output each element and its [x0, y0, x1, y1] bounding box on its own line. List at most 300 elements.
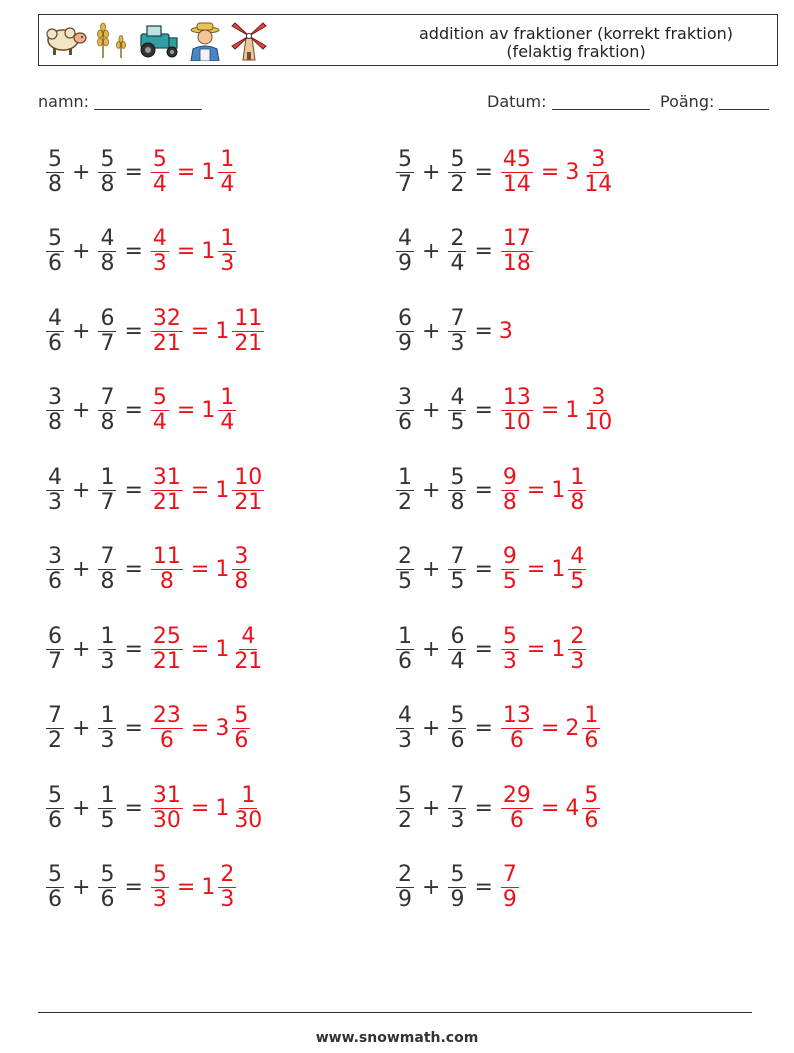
addend-fraction — [46, 148, 64, 197]
addend-fraction — [46, 386, 64, 435]
equals-sign: = — [190, 795, 210, 821]
denominator: 30 — [152, 807, 181, 833]
addend-fraction — [98, 386, 116, 435]
addend-fraction — [396, 227, 414, 276]
worksheet-title — [379, 25, 773, 61]
denominator: 3 — [220, 251, 235, 276]
score-field[interactable] — [660, 92, 769, 111]
addend-fraction — [46, 784, 64, 833]
numerator: 7 — [48, 703, 62, 728]
equals-sign: = — [190, 557, 210, 582]
mixed-fraction — [218, 386, 236, 435]
numerator: 4 — [570, 544, 585, 569]
addend-fraction — [98, 784, 116, 833]
date-field[interactable] — [487, 92, 650, 111]
denominator: 9 — [398, 330, 412, 356]
equals-sign: = — [190, 716, 210, 741]
denominator: 3 — [570, 648, 585, 674]
plus-sign: + — [72, 716, 91, 741]
date-label: Datum: — [487, 92, 547, 111]
answer — [149, 704, 252, 753]
denominator: 8 — [234, 569, 249, 594]
mixed-fraction — [232, 307, 264, 356]
denominator: 8 — [48, 171, 62, 197]
numerator: 1 — [220, 226, 235, 251]
answer — [499, 784, 602, 833]
problem-item — [394, 143, 616, 201]
numerator: 5 — [450, 146, 465, 172]
numerator: 1 — [584, 703, 599, 728]
plus-sign: + — [72, 239, 91, 264]
mixed-fraction — [218, 863, 236, 912]
problem-item — [394, 382, 616, 440]
denominator: 4 — [450, 251, 465, 276]
wheat-icon — [91, 22, 131, 60]
header-icons — [43, 19, 269, 63]
problem-item — [394, 779, 602, 837]
numerator: 23 — [152, 703, 181, 728]
answer — [149, 625, 266, 674]
addend-fraction — [46, 466, 64, 515]
title-line-1: addition av fraktioner (korrekt fraktion) — [419, 24, 733, 43]
numerator: 1 — [220, 385, 235, 410]
problem-item — [394, 700, 602, 758]
equals-sign: = — [540, 716, 560, 741]
numerator: 3 — [398, 385, 412, 410]
denominator: 21 — [234, 489, 263, 515]
equals-sign: = — [176, 159, 196, 185]
equals-sign: = — [176, 398, 196, 423]
numerator: 25 — [152, 623, 181, 649]
denominator: 3 — [450, 330, 465, 356]
denominator: 8 — [100, 171, 115, 197]
numerator: 5 — [48, 862, 62, 887]
equals-sign: = — [124, 636, 143, 662]
denominator: 8 — [450, 489, 465, 515]
name-line[interactable] — [94, 93, 202, 110]
mixed-fraction — [582, 704, 600, 753]
denominator: 2 — [398, 807, 412, 833]
denominator: 4 — [220, 410, 235, 435]
denominator: 3 — [502, 648, 517, 674]
numerator: 5 — [502, 623, 517, 649]
addend-fraction — [448, 784, 466, 833]
denominator: 18 — [502, 251, 531, 276]
answer — [499, 545, 588, 594]
addend-fraction — [46, 704, 64, 753]
denominator: 6 — [48, 330, 62, 356]
answer-fraction — [151, 307, 183, 356]
equals-sign: = — [190, 477, 210, 503]
numerator: 1 — [398, 623, 412, 649]
numerator: 3 — [48, 385, 62, 410]
addend-fraction — [98, 545, 116, 594]
denominator: 6 — [509, 728, 524, 753]
numerator: 7 — [450, 305, 465, 331]
addend-fraction — [98, 148, 116, 197]
answer — [499, 704, 602, 753]
addend-fraction — [448, 307, 466, 356]
plus-sign: + — [72, 159, 91, 185]
problem-item — [44, 859, 238, 917]
plus-sign: + — [422, 477, 441, 503]
denominator: 6 — [509, 807, 524, 833]
mixed-fraction — [568, 545, 586, 594]
denominator: 21 — [152, 330, 181, 356]
answer-fraction — [501, 704, 533, 753]
numerator: 9 — [502, 464, 517, 490]
mixed-fraction — [582, 386, 614, 435]
date-line[interactable] — [552, 93, 650, 110]
denominator: 4 — [152, 410, 167, 435]
addend-fraction — [448, 386, 466, 435]
answer — [499, 227, 535, 276]
denominator: 9 — [450, 887, 465, 912]
answer-fraction — [501, 466, 519, 515]
equals-sign: = — [474, 398, 493, 423]
numerator: 2 — [398, 862, 412, 887]
answer-fraction — [151, 545, 183, 594]
footer-divider — [38, 1012, 752, 1013]
denominator: 8 — [48, 410, 62, 435]
numerator: 4 — [398, 703, 412, 728]
denominator: 5 — [100, 807, 115, 833]
problem-item — [44, 302, 266, 360]
answer — [499, 319, 513, 344]
numerator: 45 — [502, 146, 531, 172]
addend-fraction — [448, 227, 466, 276]
score-label: Poäng: — [660, 92, 715, 111]
denominator: 7 — [100, 489, 115, 515]
denominator: 21 — [234, 648, 263, 674]
plus-sign: + — [422, 318, 441, 344]
equals-sign: = — [176, 875, 196, 900]
problem-item — [44, 700, 252, 758]
addend-fraction — [396, 784, 414, 833]
problem-item — [394, 461, 588, 519]
denominator: 5 — [450, 410, 465, 435]
numerator: 4 — [48, 464, 62, 490]
numerator: 2 — [450, 226, 465, 251]
denominator: 9 — [502, 887, 517, 912]
equals-sign: = — [124, 318, 143, 344]
denominator: 7 — [398, 171, 412, 197]
equals-sign: = — [540, 795, 560, 821]
denominator: 14 — [584, 171, 613, 197]
denominator: 14 — [502, 171, 531, 197]
denominator: 2 — [450, 171, 465, 197]
numerator: 5 — [450, 862, 465, 887]
addend-fraction — [396, 704, 414, 753]
plus-sign: + — [72, 557, 91, 582]
equals-sign: = — [176, 239, 196, 264]
problem-item — [44, 541, 252, 599]
addend-fraction — [46, 625, 64, 674]
numerator: 5 — [152, 146, 167, 172]
numerator: 1 — [100, 703, 115, 728]
denominator: 9 — [398, 251, 412, 276]
worksheet-header — [38, 14, 778, 66]
equals-sign: = — [124, 795, 143, 821]
answer — [499, 466, 588, 515]
numerator: 1 — [398, 464, 412, 490]
problem-item — [44, 223, 238, 281]
mixed-whole: 1 — [201, 398, 216, 423]
numerator: 6 — [48, 623, 62, 649]
mixed-fraction — [568, 625, 586, 674]
numerator: 4 — [398, 226, 412, 251]
addend-fraction — [46, 545, 64, 594]
numerator: 13 — [502, 703, 531, 728]
numerator: 29 — [502, 782, 531, 808]
plus-sign: + — [72, 477, 91, 503]
addend-fraction — [448, 545, 466, 594]
answer — [149, 227, 238, 276]
denominator: 6 — [398, 648, 412, 674]
mixed-whole: 1 — [565, 398, 580, 423]
denominator: 4 — [450, 648, 465, 674]
denominator: 4 — [220, 171, 235, 197]
denominator: 30 — [234, 807, 263, 833]
answer-fraction — [501, 784, 533, 833]
answer-fraction — [501, 625, 519, 674]
denominator: 4 — [152, 171, 167, 197]
denominator: 2 — [398, 489, 412, 515]
addend-fraction — [396, 148, 414, 197]
denominator: 3 — [450, 807, 465, 833]
addend-fraction — [396, 307, 414, 356]
denominator: 6 — [398, 410, 412, 435]
tractor-icon — [135, 24, 181, 58]
numerator: 1 — [241, 782, 256, 808]
addend-fraction — [448, 704, 466, 753]
answer — [149, 466, 266, 515]
mixed-whole: 4 — [565, 795, 580, 821]
numerator: 2 — [570, 623, 585, 649]
problem-item — [44, 461, 266, 519]
denominator: 8 — [159, 569, 174, 594]
denominator: 6 — [48, 251, 62, 276]
addend-fraction — [396, 863, 414, 912]
addend-fraction — [396, 466, 414, 515]
answer — [499, 148, 616, 197]
mixed-fraction — [218, 148, 236, 197]
numerator: 5 — [100, 862, 115, 887]
farmer-icon — [185, 21, 225, 61]
denominator: 8 — [502, 489, 517, 515]
denominator: 6 — [159, 728, 174, 753]
numerator: 5 — [48, 226, 62, 251]
addend-fraction — [396, 386, 414, 435]
numerator: 5 — [48, 782, 62, 808]
denominator: 5 — [570, 569, 585, 594]
mixed-fraction — [568, 466, 586, 515]
equals-sign: = — [124, 239, 143, 264]
numerator: 7 — [100, 385, 115, 410]
numerator: 5 — [48, 146, 62, 172]
numerator: 5 — [234, 703, 249, 728]
answer — [149, 545, 252, 594]
mixed-fraction — [232, 704, 250, 753]
denominator: 10 — [584, 410, 613, 435]
answer — [499, 863, 521, 912]
plus-sign: + — [72, 875, 91, 900]
numerator: 9 — [502, 544, 517, 569]
answer-fraction — [151, 466, 183, 515]
denominator: 3 — [100, 648, 115, 674]
numerator: 5 — [100, 146, 115, 172]
denominator: 9 — [398, 887, 412, 912]
denominator: 3 — [100, 728, 115, 753]
plus-sign: + — [422, 795, 441, 821]
denominator: 6 — [48, 887, 62, 912]
mixed-whole: 1 — [201, 159, 216, 185]
denominator: 7 — [48, 648, 62, 674]
numerator: 5 — [450, 703, 465, 728]
denominator: 6 — [48, 569, 62, 594]
numerator: 5 — [152, 862, 167, 887]
denominator: 3 — [152, 887, 167, 912]
plus-sign: + — [72, 318, 91, 344]
equals-sign: = — [124, 477, 143, 503]
mixed-whole: 1 — [215, 636, 230, 662]
equals-sign: = — [124, 159, 143, 185]
plus-sign: + — [422, 716, 441, 741]
answer-fraction — [151, 148, 169, 197]
denominator: 6 — [450, 728, 465, 753]
answer-fraction — [501, 545, 519, 594]
answer-fraction — [151, 784, 183, 833]
equals-sign: = — [474, 636, 493, 662]
plus-sign: + — [422, 557, 441, 582]
mixed-fraction — [218, 227, 236, 276]
equals-sign: = — [474, 875, 493, 900]
numerator: 2 — [220, 862, 235, 887]
numerator: 7 — [100, 544, 115, 569]
denominator: 3 — [398, 728, 412, 753]
answer — [149, 307, 266, 356]
addend-fraction — [46, 307, 64, 356]
equals-sign: = — [474, 716, 493, 741]
denominator: 6 — [48, 807, 62, 833]
mixed-whole: 1 — [201, 239, 216, 264]
answer — [149, 386, 238, 435]
answer-fraction — [151, 625, 183, 674]
addend-fraction — [98, 466, 116, 515]
addend-fraction — [98, 863, 116, 912]
name-field[interactable] — [38, 92, 202, 111]
mixed-fraction — [232, 466, 264, 515]
numerator: 7 — [502, 862, 517, 887]
equals-sign: = — [474, 795, 493, 821]
answer-whole: 3 — [498, 318, 513, 344]
equals-sign: = — [124, 716, 143, 741]
denominator: 21 — [152, 489, 181, 515]
numerator: 10 — [234, 464, 263, 490]
denominator: 3 — [48, 489, 62, 515]
denominator: 5 — [502, 569, 517, 594]
answer — [499, 625, 588, 674]
addend-fraction — [448, 466, 466, 515]
denominator: 8 — [570, 489, 585, 515]
problem-item — [394, 223, 535, 281]
problem-item — [44, 779, 266, 837]
addend-fraction — [396, 625, 414, 674]
equals-sign: = — [124, 398, 143, 423]
plus-sign: + — [72, 398, 91, 423]
equals-sign: = — [124, 557, 143, 582]
equals-sign: = — [474, 239, 493, 264]
denominator: 2 — [48, 728, 62, 753]
addend-fraction — [46, 227, 64, 276]
answer — [149, 784, 266, 833]
mixed-fraction — [232, 784, 264, 833]
answer — [499, 386, 616, 435]
mixed-fraction — [232, 625, 264, 674]
answer — [149, 863, 238, 912]
numerator: 32 — [152, 305, 181, 331]
score-line[interactable] — [719, 93, 769, 110]
mixed-whole: 3 — [565, 159, 580, 185]
mixed-whole: 2 — [565, 716, 580, 741]
problem-item — [44, 382, 238, 440]
problem-item — [394, 302, 513, 360]
plus-sign: + — [72, 636, 91, 662]
numerator: 5 — [450, 464, 465, 490]
answer-fraction — [151, 227, 169, 276]
equals-sign: = — [526, 477, 546, 503]
denominator: 21 — [234, 330, 263, 356]
equals-sign: = — [474, 159, 493, 185]
problem-item — [394, 620, 588, 678]
problem-item — [44, 620, 266, 678]
mixed-whole: 1 — [551, 477, 566, 503]
mixed-whole: 1 — [215, 318, 230, 344]
equals-sign: = — [540, 159, 560, 185]
mixed-whole: 1 — [215, 795, 230, 821]
mixed-fraction — [582, 784, 600, 833]
title-line-2: (felaktig fraktion) — [506, 42, 646, 61]
footer-site: www.snowmath.com — [315, 1030, 479, 1046]
numerator: 13 — [502, 385, 531, 410]
mixed-whole: 3 — [215, 716, 230, 741]
numerator: 1 — [220, 146, 235, 172]
answer-fraction — [151, 863, 169, 912]
denominator: 3 — [152, 251, 167, 276]
denominator: 5 — [450, 569, 465, 594]
denominator: 8 — [100, 251, 115, 276]
denominator: 21 — [152, 648, 181, 674]
answer-fraction — [501, 227, 533, 276]
numerator: 5 — [152, 385, 167, 410]
addend-fraction — [448, 863, 466, 912]
addend-fraction — [448, 625, 466, 674]
numerator: 3 — [591, 146, 606, 172]
equals-sign: = — [190, 318, 210, 344]
answer-fraction — [151, 704, 183, 753]
addend-fraction — [98, 704, 116, 753]
equals-sign: = — [474, 318, 493, 344]
numerator: 4 — [450, 385, 465, 410]
denominator: 8 — [100, 569, 115, 594]
plus-sign: + — [422, 239, 441, 264]
mixed-whole: 1 — [201, 875, 216, 900]
numerator: 1 — [100, 464, 115, 490]
name-label: namn: — [38, 92, 90, 111]
problem-item — [394, 541, 588, 599]
denominator: 8 — [100, 410, 115, 435]
numerator: 6 — [450, 623, 465, 649]
